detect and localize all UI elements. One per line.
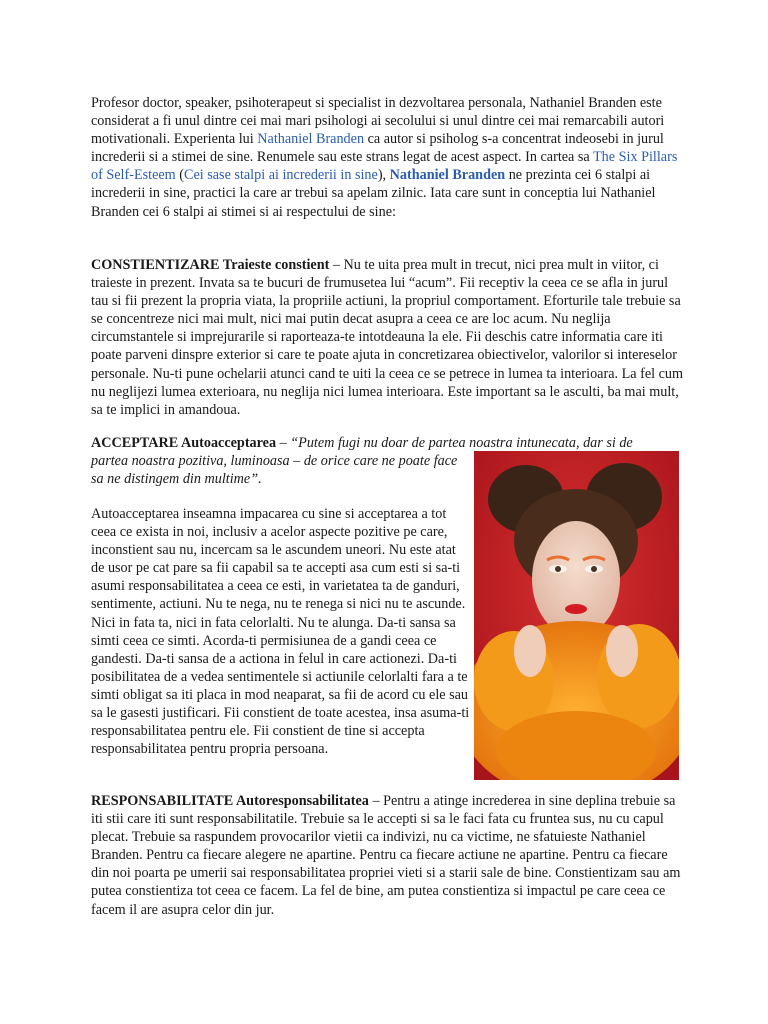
pillar-acceptare-quote-rest: partea noastra pozitiva, luminoasa – de orice care ne poate face sa ne distingem din multime”.: [91, 453, 458, 488]
pillar-constientizare-paragraph: [91, 256, 687, 419]
intro-text-2: ca autor si psiholog s-a concentrat indeosebi in jurul increderii si a stimei de sine. Renumele sau este strans legat de acest aspect. In cartea sa: [91, 131, 664, 166]
pillar-acceptare-heading: ACCEPTARE Autoacceptarea: [91, 435, 277, 451]
pillar-responsabilitate-paragraph: [91, 792, 687, 919]
woman-with-orange-feather-boa-photo: [474, 451, 679, 780]
intro-text-1: Profesor doctor, speaker, psihoterapeut si specialist in dezvoltarea personala, Nathaniel Branden este considerat a fi unul dintre cei mai mari psihologi ai secolului si unul dintre cei mai remarcabili autori motivationali. Experienta lui: [91, 95, 665, 148]
pillar-acceptare-body: Autoacceptarea inseamna impacarea cu sine si acceptarea a tot ceea ce exista in noi, inclusiv a acelor aspecte pozitive pe care, inconstient sau nu, incercam sa le ascundem uneori. Nu este atat de usor pe cat pare sa fii capabil sa te accepti asa cum esti si sa-ti asumi responsabilitatea a ceea ce esti, in varietatea ta de ganduri, sentimente, actiuni. Nu te nega, nu te renega si nici nu te ascunde. Nici in fata ta, nici in fata celorlalti. Nu te alunga. Da-ti sansa sa simti ceea ce simti. Acorda-ti permisiunea de a gandi ceea ce gandesti. Da-ti sansa de a actiona in felul in care actionezi. Da-ti posibilitatea de a vedea sentimentele si actiunile celorlalti fara a te simti obligat sa iti placa in mod neaparat, sa fii de acord cu ele sau sa le gasesti justificari. Fii constient de toate acestea, insa asuma-ti responsabilitatea pentru ele. Fii constient de tine si accepta responsabilitatea pentru propria persoana.: [91, 506, 470, 758]
pillar-acceptare-dash: –: [276, 435, 291, 451]
pillar-constientizare-body: – Nu te uita prea mult in trecut, nici prea mult in viitor, ci traieste in prezent. Invata sa te bucuri de frumusetea lui “acum”. Fii receptiv la ceea ce se afla in jurul tau si fii prezent la propria viata, la propriile actiuni, la propriul comportament. Eforturile tale trebuie sa se concentreze nici mai mult, nici mai putin decat asupra a ceea ce are loc acum. Nu neglija circumstantele si imprejurarile si raporteaza-te intotdeauna la ele. Fii deschis catre informatia care iti poate parveni dinspre exterior si care te poate ajuta in concretizarea obiectivelor, valorilor si intereselor personale. Nu-ti pune ochelarii atunci cand te uiti la ceea ce se petrece in lumea ta interioara. La fel cum nu neglijezi lumea exterioara, nu neglija nici lumea interioara. Este important sa le asculti, ba mai mult, sa te implici in amandoua.: [91, 257, 684, 418]
link-six-pillars[interactable]: The Six Pillars of Self-Esteem: [91, 149, 678, 184]
intro-paragraph: [91, 94, 687, 221]
pillar-acceptare-heading-line: [91, 434, 691, 452]
pillar-acceptare-quote-line1: “Putem fugi nu doar de partea noastra intunecata, dar si de: [290, 435, 633, 451]
intro-text-5: ne prezinta cei 6 stalpi ai increderii in sine, practici la care ar trebui sa apelam zilnic. Iata care sunt in conceptia lui Nathaniel Branden cei 6 stalpi ai stimei si ai respectului de sine:: [91, 167, 656, 220]
pillar-responsabilitate-body: – Pentru a atinge increderea in sine deplina trebuie sa iti stii care iti sunt responsabilitatile. Trebuie sa le accepti si sa le faci fata cu fruntea sus, nu cu capul plecat. Trebuie sa raspundem provocarilor vietii ca indivizi, nu ca victime, ne sfatuieste Nathaniel Branden. Pentru ca fiecare alegere ne apartine. Pentru ca fiecare actiune ne apartine. Pentru ca fiecare din noi poarta pe umerii sai responsabilitatea propriei vieti si a starii sale de bine. Constientizam sau am putea constientiza tot ceea ce facem. La fel de bine, am putea constientiza si impactul pe care ceea ce facem il are asupra celor din jur.: [91, 793, 681, 918]
intro-text-3: (: [175, 167, 184, 184]
pillar-responsabilitate-heading: RESPONSABILITATE Autoresponsabilitatea: [91, 793, 369, 809]
pillar-constientizare-heading: CONSTIENTIZARE Traieste constient: [91, 257, 330, 273]
link-nathaniel-branden[interactable]: Nathaniel Branden: [257, 131, 365, 148]
intro-text-4: ),: [377, 167, 390, 184]
link-cei-sase-stalpi[interactable]: Cei sase stalpi ai increderii in sine: [183, 167, 378, 184]
link-nathaniel-branden-bold[interactable]: Nathaniel Branden: [389, 167, 506, 184]
